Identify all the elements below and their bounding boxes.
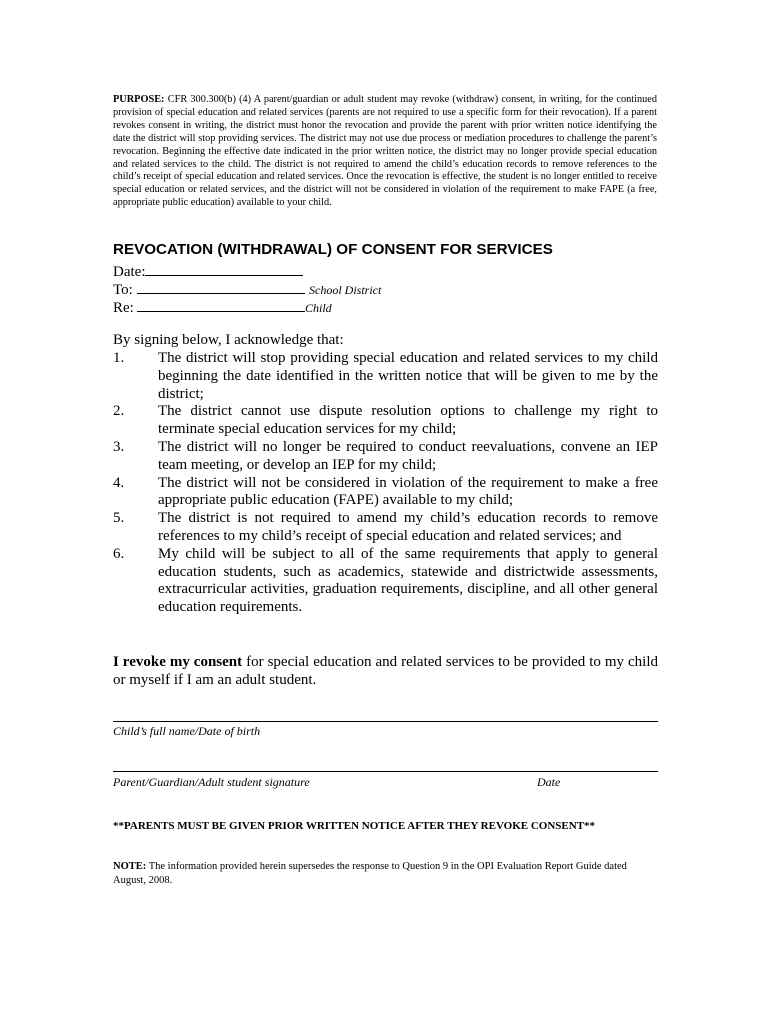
signature-date-label: Date: [537, 775, 561, 789]
list-item-text: The district will no longer be required to conduct reevaluations, convene an IEP team meeting, or develop an IEP for my child;: [158, 438, 658, 473]
child-input-line[interactable]: [137, 298, 305, 312]
list-item: [113, 510, 658, 546]
note-label: NOTE:: [113, 861, 147, 872]
child-name-label: Child’s full name/Date of birth: [113, 724, 261, 738]
parent-signature-label: Parent/Guardian/Adult student signature: [113, 775, 310, 789]
purpose-label: PURPOSE:: [113, 94, 165, 105]
school-district-input-line[interactable]: [137, 280, 305, 294]
note-paragraph: [113, 860, 658, 888]
date-input-line[interactable]: [145, 262, 303, 276]
purpose-text: CFR 300.300(b) (4) A parent/guardian or adult student may revoke (withdraw) consent, in writing, for the continued provision of special education and related services (parents are not required to use a specific form for their revocation). If a parent revokes consent in writing, the district must honor the revocation and provide the parent with prior written notice identifying the date the district will stop providing services. The district may not use due process or mediation procedures to challenge the parent’s revocation. Beginning the effective date indicated in the prior written notice, the district may no longer provide special education and related services to the child. The district is not required to amend the child’s education records to remove references to the child’s receipt of special education and related services. Once the revocation is effective, the student is no longer entitled to receive special education or related services, and the district will not be considered in violation of the requirement to make FAPE (a free, appropriate public education) available to your child.: [113, 94, 657, 209]
list-item-text: The district is not required to amend my child’s education records to remove references to my child’s receipt of special education and related services; and: [158, 510, 658, 544]
child-name-signature-line[interactable]: [113, 721, 658, 722]
list-item: [113, 475, 658, 511]
list-item-text: The district cannot use dispute resolution options to challenge my right to terminate special education services for my child;: [158, 403, 658, 438]
revoke-statement: [113, 653, 658, 689]
list-item-number: 1.: [113, 350, 125, 366]
list-item-text: The district will not be considered in violation of the requirement to make a free appropriate public education (FAPE) available to my child;: [158, 474, 658, 509]
form-title: REVOCATION (WITHDRAWAL) OF CONSENT FOR SERVICES: [113, 241, 553, 258]
list-item: [113, 350, 658, 403]
list-item-number: 5.: [113, 510, 125, 527]
re-field-row: [113, 298, 332, 317]
list-item: [113, 439, 658, 475]
date-label: Date:: [113, 264, 146, 280]
list-item-text: The district will stop providing special education and related services to my child beginning the date identified in the written notice that will be given to me by the district;: [158, 350, 658, 402]
revoke-text: for special education and related services to be provided to my child or myself if I am an adult student.: [113, 654, 658, 688]
list-item-number: 2.: [113, 403, 125, 420]
list-item: [113, 546, 658, 617]
re-label: Re:: [113, 300, 134, 316]
note-text: The information provided herein supersedes the response to Question 9 in the OPI Evaluation Report Guide dated August, 2008.: [113, 861, 627, 886]
child-label: Child: [305, 301, 332, 315]
list-item-text: My child will be subject to all of the same requirements that apply to general education students, such as academics, statewide and districtwide assessments, extracurricular activities, graduation requirements, discipline, and all other general education requirements.: [158, 545, 658, 616]
revoke-bold: I revoke my consent: [113, 654, 243, 670]
list-item: [113, 403, 658, 439]
list-item-number: 6.: [113, 545, 125, 562]
list-item-number: 3.: [113, 438, 125, 455]
prior-notice-warning: **PARENTS MUST BE GIVEN PRIOR WRITTEN NOTICE AFTER THEY REVOKE CONSENT**: [113, 820, 596, 832]
to-label: To:: [113, 282, 133, 298]
date-field-row: [113, 262, 303, 281]
to-field-row: [113, 280, 381, 299]
list-item-number: 4.: [113, 474, 125, 491]
parent-signature-line[interactable]: [113, 771, 658, 772]
school-district-label: School District: [309, 283, 382, 297]
acknowledgement-list: [113, 350, 658, 617]
purpose-paragraph: [113, 94, 657, 210]
acknowledgement-intro: By signing below, I acknowledge that:: [113, 332, 344, 348]
